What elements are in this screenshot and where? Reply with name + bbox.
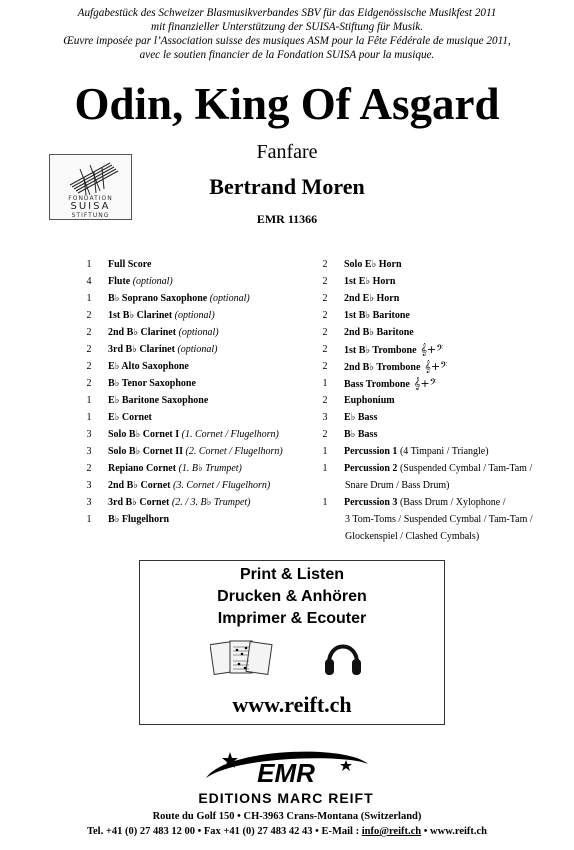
instrument-row xyxy=(82,256,322,273)
instrumentation-right xyxy=(318,256,568,545)
part-quantity: 2 xyxy=(322,293,328,304)
instrument-note: (2. Cornet / Flugelhorn) xyxy=(183,446,283,457)
print-listen-box xyxy=(139,560,445,725)
instrument-row xyxy=(82,443,322,460)
part-quantity: 1 xyxy=(322,378,328,389)
instrument-row xyxy=(318,443,568,460)
instrument-name: 2nd B♭ Trombone xyxy=(344,362,421,373)
instrument-row xyxy=(318,273,568,290)
part-quantity: 4 xyxy=(86,276,92,287)
instrument-name: 1st B♭ Baritone xyxy=(344,310,410,321)
part-quantity: 3 xyxy=(86,446,92,457)
instrument-note: (Suspended Cymbal / Tam-Tam / xyxy=(397,463,533,474)
instrument-row xyxy=(318,324,568,341)
instrument-row xyxy=(318,375,568,392)
instrument-name: Solo B♭ Cornet II xyxy=(108,446,183,457)
publisher-contact xyxy=(0,825,574,839)
intro-line: mit finanzieller Unterstützung der SUISA-Stiftung für Musik. xyxy=(151,21,423,33)
instrument-row xyxy=(82,341,322,358)
instrument-row xyxy=(318,341,568,358)
intro-line: Œuvre imposée par l’Association suisse des musiques ASM pour la Fête Fédérale de musique 2011, xyxy=(63,35,511,47)
publisher-address: Route du Golf 150 • CH-3963 Crans-Montana (Switzerland) xyxy=(152,811,422,822)
instrument-row xyxy=(318,307,568,324)
instrument-name: Percussion 2 xyxy=(344,463,398,474)
part-quantity: 1 xyxy=(86,395,92,406)
suisa-logo-line1: FONDATION xyxy=(68,195,113,202)
instrument-row xyxy=(82,460,322,477)
part-quantity: 3 xyxy=(86,480,92,491)
promo-line-3: Imprimer & Ecouter xyxy=(217,610,367,627)
part-quantity: 1 xyxy=(86,412,92,423)
instrument-name: Repiano Cornet xyxy=(108,463,177,474)
instrument-row xyxy=(82,273,322,290)
instrument-note: (Bass Drum / Xylophone / xyxy=(397,497,506,508)
part-quantity: 1 xyxy=(86,293,92,304)
promo-line-2: Drucken & Anhören xyxy=(217,588,367,605)
instrument-name: 1st B♭ Clarinet xyxy=(108,310,173,321)
intro-line: Aufgabestück des Schweizer Blasmusikverbandes SBV für das Eidgenössische Musikfest 2011 xyxy=(77,7,497,19)
part-quantity: 2 xyxy=(86,344,92,355)
part-quantity: 2 xyxy=(322,310,328,321)
instrument-note: (3. Cornet / Flugelhorn) xyxy=(170,480,271,491)
instrument-name: 3rd B♭ Clarinet xyxy=(108,344,175,355)
instrument-name: Solo E♭ Horn xyxy=(344,259,402,270)
sheet-music-icon xyxy=(210,637,276,681)
catalog-number: EMR 11366 xyxy=(256,212,318,226)
instrument-name: Bass Trombone xyxy=(344,379,410,390)
instrument-row xyxy=(318,290,568,307)
clef-icon: 𝄞+𝄢 xyxy=(420,343,444,356)
percussion-2-continued: Snare Drum / Bass Drum) xyxy=(345,480,450,491)
part-quantity: 2 xyxy=(86,361,92,372)
instrument-note: (optional) xyxy=(174,344,218,355)
composer-name: Bertrand Moren xyxy=(209,174,365,199)
instrument-row xyxy=(82,290,322,307)
instrument-row xyxy=(318,460,568,477)
instrument-name: B♭ Flugelhorn xyxy=(108,514,170,525)
suisa-logo-line3: STIFTUNG xyxy=(71,212,110,219)
instrument-name: Percussion 3 xyxy=(344,497,398,508)
piece-subtitle: Fanfare xyxy=(256,141,318,163)
instrument-row xyxy=(82,494,322,511)
percussion-3-continued: Glockenspiel / Clashed Cymbals) xyxy=(345,531,480,542)
instrument-row xyxy=(82,409,322,426)
instrument-name: E♭ Cornet xyxy=(108,412,152,423)
instrument-name: E♭ Bass xyxy=(344,412,378,423)
instrument-note: (4 Timpani / Triangle) xyxy=(397,446,489,457)
part-quantity: 2 xyxy=(86,310,92,321)
part-quantity: 1 xyxy=(86,259,92,270)
instrument-row xyxy=(318,392,568,409)
instrument-row xyxy=(318,494,568,511)
instrument-row xyxy=(82,307,322,324)
instrument-row xyxy=(318,358,568,375)
instrument-name: 1st B♭ Trombone xyxy=(344,345,417,356)
instrument-row xyxy=(82,324,322,341)
instrument-name: 2nd E♭ Horn xyxy=(344,293,400,304)
part-quantity: 2 xyxy=(322,276,328,287)
part-quantity: 2 xyxy=(322,395,328,406)
instrument-name: B♭ Soprano Saxophone xyxy=(108,293,208,304)
part-quantity: 3 xyxy=(322,412,328,423)
instrument-name: Euphonium xyxy=(344,395,395,406)
part-quantity: 2 xyxy=(322,327,328,338)
intro-line: avec le soutien financier de la Fondation SUISA pour la musique. xyxy=(139,49,435,61)
part-quantity: 1 xyxy=(322,446,328,457)
instrument-row xyxy=(82,392,322,409)
emr-logo-text: EMR xyxy=(257,758,315,788)
part-quantity: 2 xyxy=(322,361,328,372)
instrument-name: 1st E♭ Horn xyxy=(344,276,396,287)
instrument-note: (optional) xyxy=(130,276,173,287)
instrument-note: (2. / 3. B♭ Trumpet) xyxy=(169,497,251,508)
instrument-row xyxy=(82,477,322,494)
instrument-note: (optional) xyxy=(176,327,219,338)
instrument-note: (optional) xyxy=(172,310,215,321)
instrumentation-left xyxy=(82,256,322,528)
intro-text xyxy=(0,6,574,62)
piece-title: Odin, King Of Asgard xyxy=(74,79,500,129)
part-quantity: 2 xyxy=(86,327,92,338)
instrument-note: (1. B♭ Trumpet) xyxy=(176,463,242,474)
part-quantity: 3 xyxy=(86,429,92,440)
instrument-name: B♭ Tenor Saxophone xyxy=(108,378,196,389)
publisher-name: EDITIONS MARC REIFT xyxy=(198,790,374,806)
instrument-name: 3rd B♭ Cornet xyxy=(108,497,170,508)
part-quantity: 2 xyxy=(86,378,92,389)
clef-icon: 𝄞+𝄢 xyxy=(424,360,448,373)
instrument-row xyxy=(318,256,568,273)
percussion-3-continued: 3 Tom-Toms / Suspended Cymbal / Tam-Tam / xyxy=(345,514,533,525)
instrument-name: Full Score xyxy=(108,259,152,270)
instrument-row xyxy=(82,375,322,392)
part-quantity: 1 xyxy=(86,514,92,525)
instrument-name: 2nd B♭ Clarinet xyxy=(108,327,177,338)
headphones-icon xyxy=(323,633,363,681)
part-quantity: 2 xyxy=(86,463,92,474)
instrument-row xyxy=(82,358,322,375)
contact-phone-fax: Tel. +41 (0) 27 483 12 00 • Fax +41 (0) 27 483 42 43 • E-Mail : xyxy=(86,826,362,837)
instrument-note: (1. Cornet / Flugelhorn) xyxy=(179,429,279,440)
part-quantity: 2 xyxy=(322,259,328,270)
instrument-name: E♭ Baritone Saxophone xyxy=(108,395,209,406)
part-quantity: 2 xyxy=(322,429,328,440)
emr-publisher-logo xyxy=(196,742,376,806)
email-link[interactable]: info@reift.ch xyxy=(361,826,422,837)
instrument-name: 2nd B♭ Cornet xyxy=(108,480,171,491)
instrument-name: B♭ Bass xyxy=(344,429,378,440)
instrument-note: (optional) xyxy=(207,293,250,304)
suisa-logo-line2: SUISA xyxy=(70,201,111,212)
part-quantity: 3 xyxy=(86,497,92,508)
instrument-name: Percussion 1 xyxy=(344,446,398,457)
instrument-row xyxy=(318,409,568,426)
instrument-row xyxy=(318,426,568,443)
instrument-name: E♭ Alto Saxophone xyxy=(108,361,189,372)
contact-web[interactable]: • www.reift.ch xyxy=(421,826,488,837)
instrument-name: 2nd B♭ Baritone xyxy=(344,327,414,338)
promo-line-1: Print & Listen xyxy=(239,566,344,583)
clef-icon: 𝄞+𝄢 xyxy=(413,377,437,390)
part-quantity: 1 xyxy=(322,497,328,508)
instrument-name: Flute xyxy=(108,276,131,287)
instrument-name: Solo B♭ Cornet I xyxy=(108,429,180,440)
instrument-row xyxy=(82,426,322,443)
part-quantity: 2 xyxy=(322,344,328,355)
part-quantity: 1 xyxy=(322,463,328,474)
reift-website-url[interactable]: www.reift.ch xyxy=(232,692,352,717)
instrument-row xyxy=(82,511,322,528)
